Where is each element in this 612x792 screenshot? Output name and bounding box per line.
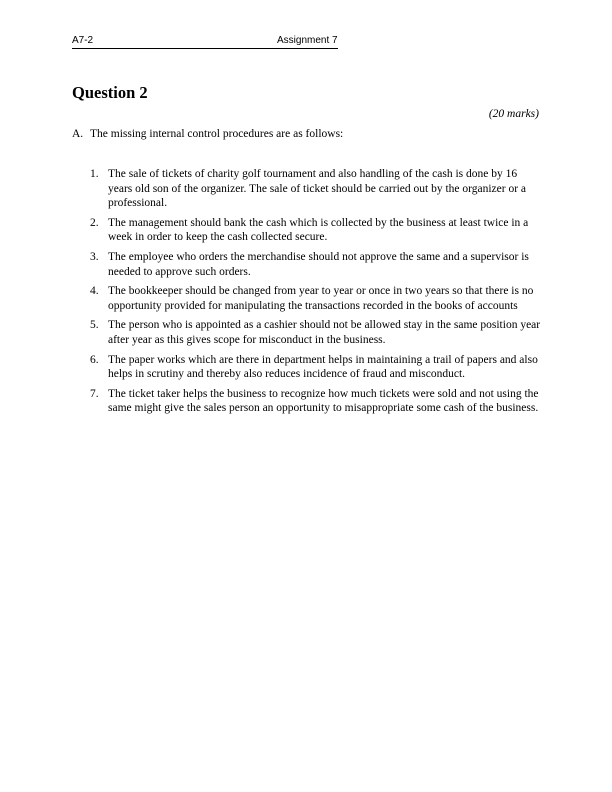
page-header [72, 34, 338, 49]
list-item [90, 250, 542, 279]
intro-paragraph [72, 128, 542, 140]
item-number: 3. [90, 250, 99, 263]
control-procedures-list [90, 167, 542, 421]
list-item [90, 167, 542, 211]
intro-letter: A. [72, 128, 84, 140]
list-item [90, 318, 542, 347]
list-item [90, 387, 542, 416]
item-text: The ticket taker helps the business to recognize how much tickets were sold and not using the same might give the sales person an opportunity to misappropriate some cash of the business. [108, 387, 539, 415]
item-text: The employee who orders the merchandise should not approve the same and a supervisor is needed to approve such orders. [108, 250, 529, 278]
item-text: The person who is appointed as a cashier should not be allowed stay in the same position year after year as this gives scope for misconduct in the business. [108, 319, 541, 346]
item-number: 6. [90, 353, 99, 366]
item-number: 5. [90, 319, 99, 332]
item-text: The management should bank the cash which is collected by the business at least twice in a week in order to keep the cash collected secure. [108, 216, 529, 244]
header-title: Assignment 7 [277, 35, 338, 46]
item-number: 4. [90, 285, 99, 298]
list-item [90, 284, 542, 313]
item-number: 1. [90, 168, 99, 180]
list-item [90, 216, 542, 245]
item-text: The paper works which are there in department helps in maintaining a trail of papers and also helps in scrutiny and thereby also reduces incidence of fraud and misconduct. [108, 353, 538, 381]
header-code: A7-2 [72, 35, 94, 46]
list-item [90, 353, 542, 382]
item-text: The bookkeeper should be changed from year to year or once in two years so that there is no opportunity provided for manipulating the transactions recorded in the books of accounts [108, 285, 534, 312]
marks-label: (20 marks) [488, 108, 539, 120]
item-text: The sale of tickets of charity golf tournament and also handling of the cash is done by 16 years old son of the organizer. The sale of ticket should be carried out by the organizer or a professional. [108, 168, 527, 210]
item-number: 7. [90, 387, 99, 400]
item-number: 2. [90, 216, 99, 229]
question-title: Question 2 [72, 83, 148, 102]
intro-text: The missing internal control procedures are as follows: [90, 128, 344, 140]
